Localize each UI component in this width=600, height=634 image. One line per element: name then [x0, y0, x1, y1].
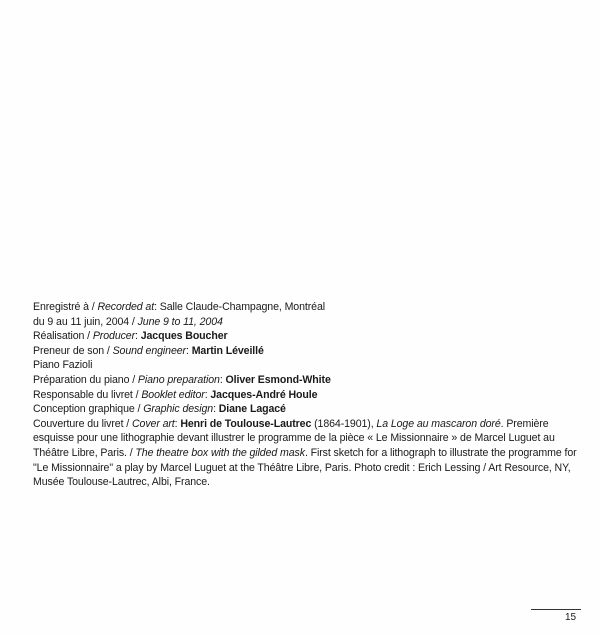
designer-name: Diane Lagacé [218, 403, 286, 416]
credit-piano-preparation [33, 373, 581, 388]
sound-separator: : [186, 344, 192, 357]
credit-booklet-editor [33, 388, 581, 403]
booklet-editor-name: Jacques-André Houle [210, 388, 318, 401]
cover-title-en: The theatre box with the gilded mask [135, 446, 305, 459]
credit-cover-art [33, 417, 581, 490]
piano-prep-label-fr: Préparation du piano / [33, 373, 138, 386]
sound-label-en: Sound engineer [112, 344, 186, 357]
producer-separator: : [135, 330, 141, 343]
cover-artist-name: Henri de Toulouse-Lautrec [180, 417, 312, 430]
design-separator: : [213, 403, 219, 416]
producer-label-en: Producer [92, 330, 136, 343]
sound-engineer-name: Martin Léveillé [191, 344, 264, 357]
credit-recorded [33, 300, 581, 315]
credit-dates [33, 315, 581, 330]
booklet-label-en: Booklet editor [141, 388, 205, 401]
booklet-separator: : [204, 388, 211, 401]
sound-label-fr: Preneur de son / [33, 344, 113, 357]
producer-name: Jacques Boucher [140, 330, 228, 343]
cover-separator: : [174, 417, 181, 430]
design-label-en: Graphic design [143, 403, 214, 416]
recorded-venue: Salle Claude-Champagne, Montréal [159, 301, 325, 313]
cover-label-fr: Couverture du livret / [33, 417, 132, 430]
booklet-label-fr: Responsable du livret / [33, 388, 142, 401]
credits-block [33, 300, 581, 490]
cover-label-en: Cover art [131, 417, 175, 430]
dates-en: June 9 to 11, 2004 [137, 315, 223, 328]
piano-prep-separator: : [219, 373, 226, 386]
page-number: 15 [565, 612, 577, 623]
recorded-label-en: Recorded at [97, 301, 155, 313]
footer-rule [531, 609, 581, 610]
dates-fr: du 9 au 11 juin, 2004 / [33, 315, 138, 328]
piano-prep-name: Oliver Esmond-White [225, 373, 331, 386]
piano-prep-label-en: Piano preparation [137, 373, 220, 386]
credit-producer [33, 329, 581, 344]
recorded-separator: : [154, 301, 160, 313]
cover-artist-dates: (1864-1901), [311, 417, 377, 430]
credit-graphic-design [33, 402, 581, 417]
producer-label-fr: Réalisation / [33, 330, 93, 343]
recorded-label-fr: Enregistré à / [33, 301, 98, 313]
cover-description-fr: . Première esquisse pour une lithographie devant illustrer le programme de la pièce « Le Missionnaire » de Marcel Luguet au Théâtre Libre, Paris. / [33, 417, 555, 459]
design-label-fr: Conception graphique / [33, 403, 144, 416]
cover-title-fr: La Loge au mascaron doré [376, 417, 501, 430]
credit-sound-engineer [33, 344, 581, 359]
cover-description-en: . First sketch for a lithograph to illustrate the programme for "Le Missionnaire" a play by Marcel Luguet at the Théâtre Libre, Paris. Photo credit : Erich Lessing / Art Resource, NY, Musée Toulouse-Lautrec, Albi, France. [33, 446, 577, 489]
credit-piano: Piano Fazioli [33, 359, 93, 372]
